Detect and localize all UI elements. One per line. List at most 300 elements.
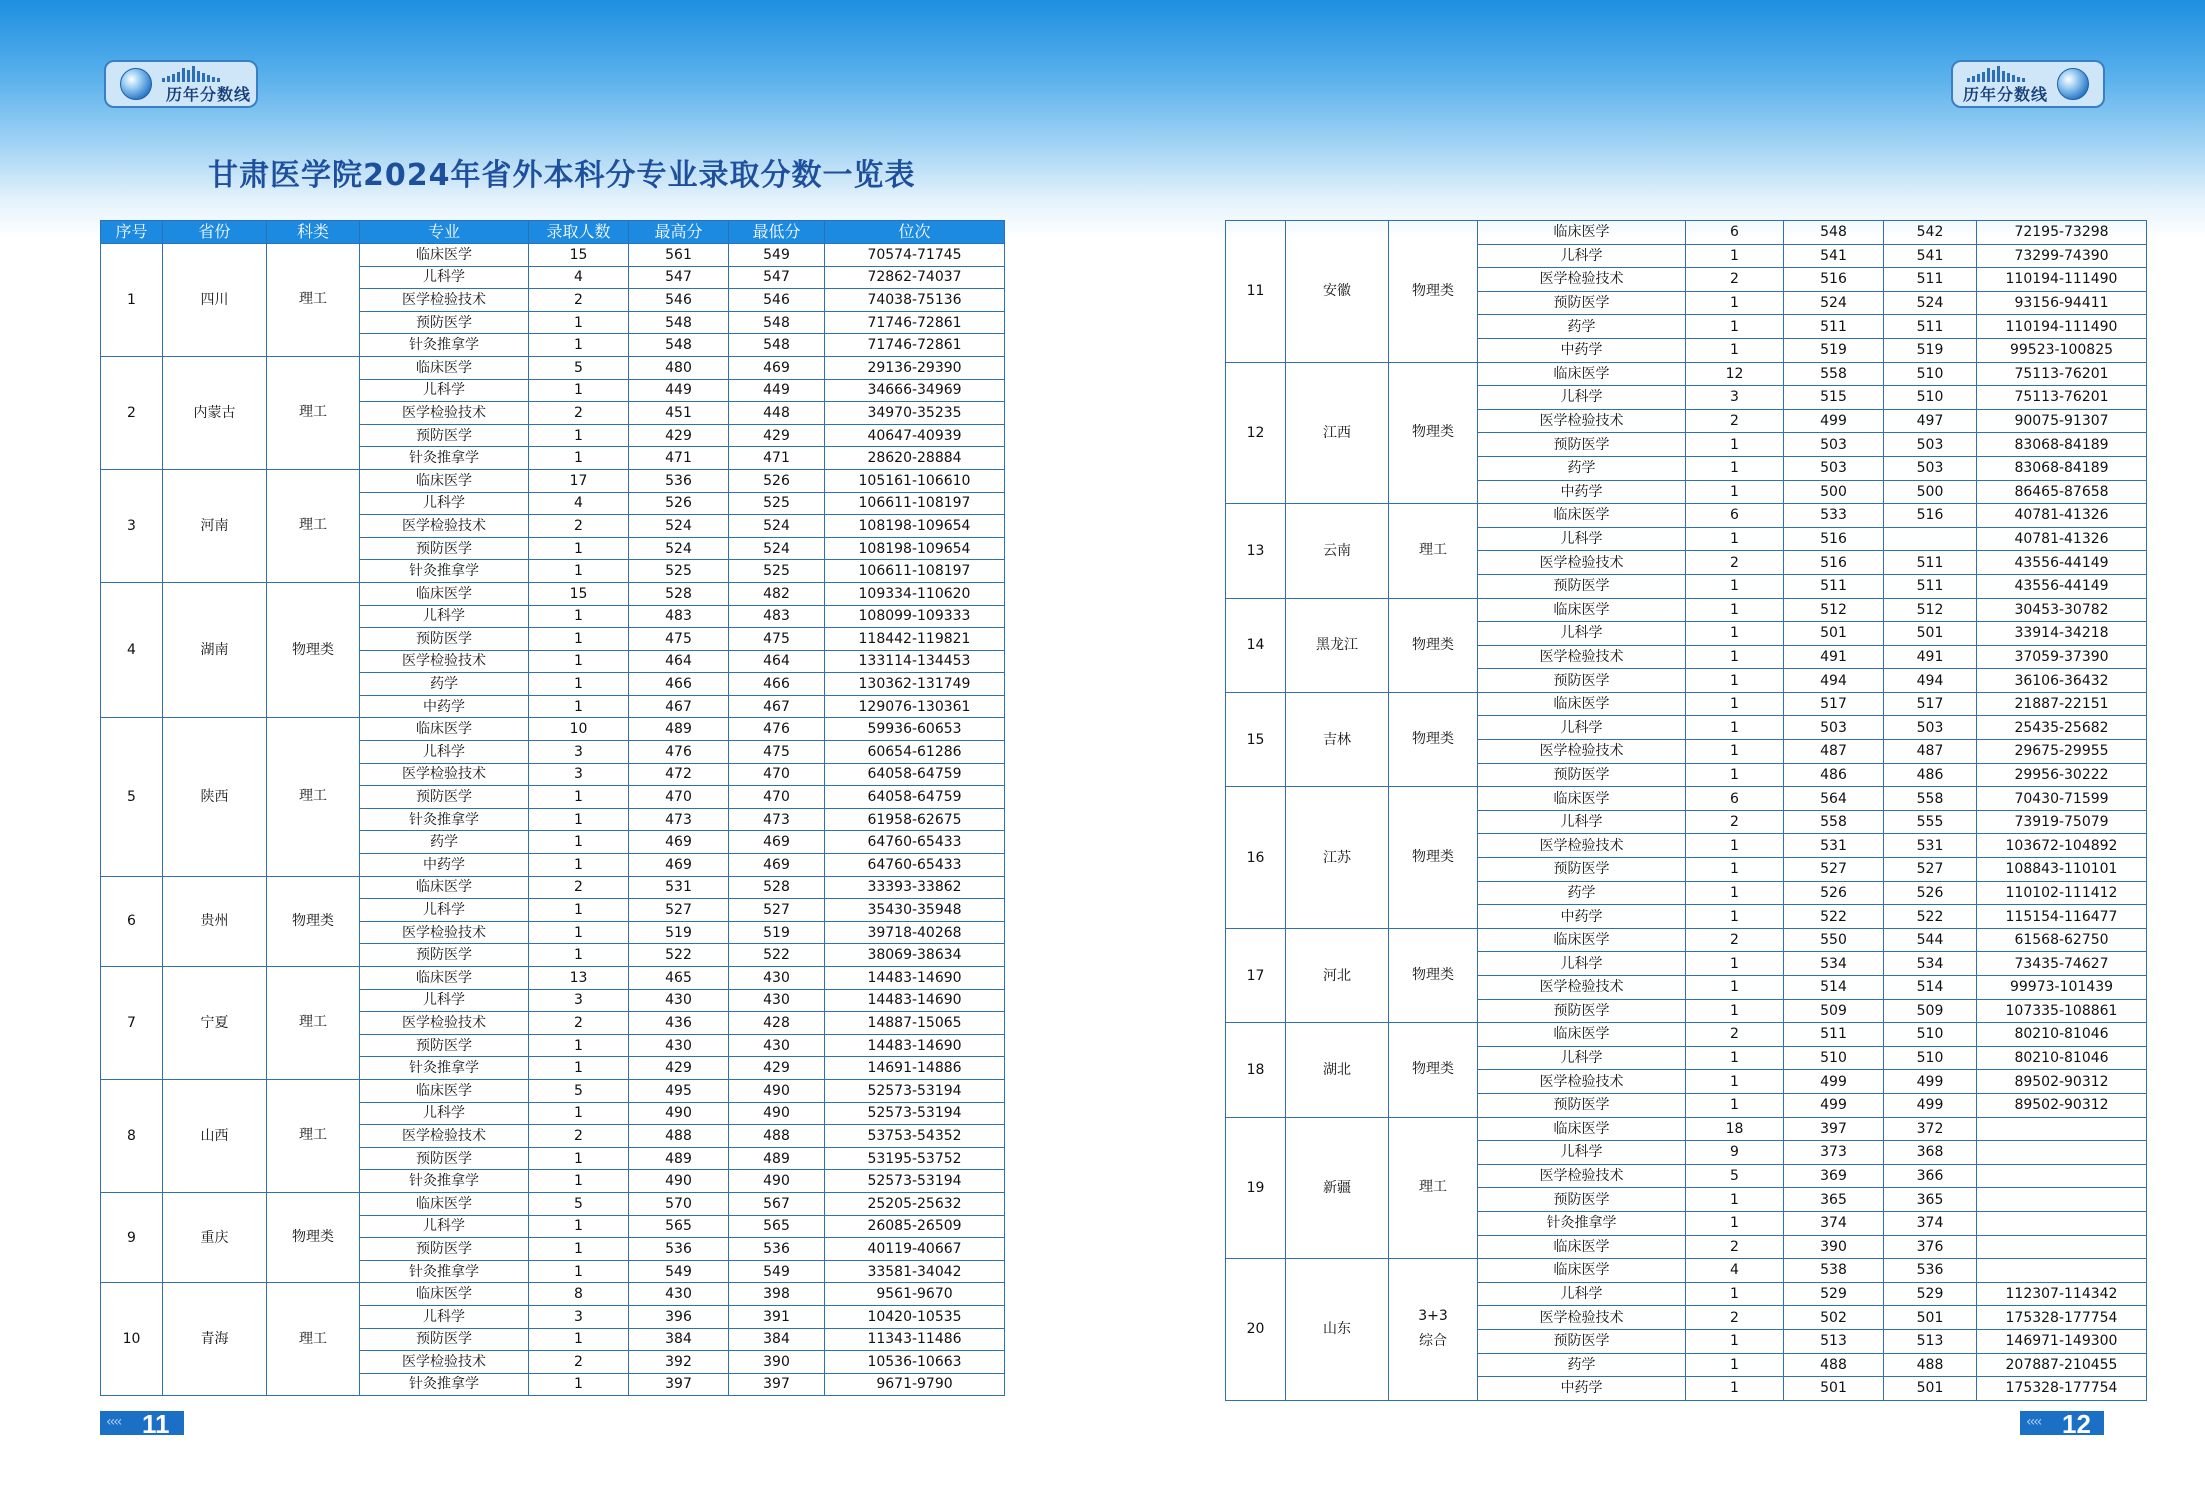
max-score-cell: 564 (1784, 787, 1884, 811)
enrolled-cell: 2 (529, 1012, 629, 1035)
enrolled-cell: 2 (1686, 810, 1784, 834)
category-cell: 物理类 (1389, 928, 1478, 1022)
enrolled-cell: 1 (1686, 834, 1784, 858)
group-number-cell: 5 (101, 718, 163, 876)
rank-cell: 21887-22151 (1977, 692, 2147, 716)
max-score-cell: 499 (1784, 1070, 1884, 1094)
min-score-cell: 473 (729, 808, 825, 831)
enrolled-cell: 1 (529, 899, 629, 922)
major-cell: 中药学 (1478, 338, 1686, 362)
enrolled-cell: 1 (1686, 1211, 1784, 1235)
enrolled-cell: 17 (529, 469, 629, 492)
enrolled-cell: 1 (1686, 763, 1784, 787)
globe-icon (2057, 68, 2089, 100)
rank-cell: 107335-108861 (1977, 999, 2147, 1023)
max-score-cell: 527 (1784, 858, 1884, 882)
enrolled-cell: 3 (529, 1305, 629, 1328)
enrolled-cell: 1 (1686, 1070, 1784, 1094)
rank-cell: 129076-130361 (825, 695, 1005, 718)
table-row (101, 1192, 1005, 1215)
max-score-cell: 524 (1784, 291, 1884, 315)
enrolled-cell: 1 (1686, 858, 1784, 882)
province-cell: 重庆 (163, 1192, 267, 1282)
enrolled-cell: 2 (1686, 928, 1784, 952)
min-score-cell: 500 (1884, 480, 1977, 504)
max-score-cell: 536 (629, 469, 729, 492)
major-cell: 儿科学 (360, 741, 529, 764)
rank-cell (1977, 1259, 2147, 1283)
enrolled-cell: 2 (529, 1351, 629, 1374)
min-score-cell: 470 (729, 763, 825, 786)
category-cell: 理工 (267, 469, 360, 582)
min-score-cell: 558 (1884, 787, 1977, 811)
rank-cell: 14483-14690 (825, 1034, 1005, 1057)
enrolled-cell: 1 (1686, 976, 1784, 1000)
group-number-cell: 15 (1226, 692, 1286, 786)
max-score-cell: 472 (629, 763, 729, 786)
max-score-cell: 480 (629, 356, 729, 379)
max-score-cell: 430 (629, 1034, 729, 1057)
group-number-cell: 16 (1226, 787, 1286, 929)
max-score-cell: 489 (629, 1147, 729, 1170)
rank-cell: 36106-36432 (1977, 669, 2147, 693)
max-score-cell: 516 (1784, 268, 1884, 292)
max-score-cell: 533 (1784, 504, 1884, 528)
badge-label: 历年分数线 (1963, 85, 2049, 104)
max-score-cell: 531 (1784, 834, 1884, 858)
min-score-cell: 546 (729, 289, 825, 312)
category-cell: 物理类 (267, 876, 360, 966)
max-score-cell: 570 (629, 1192, 729, 1215)
major-cell: 药学 (1478, 1353, 1686, 1377)
major-cell: 预防医学 (360, 311, 529, 334)
rank-cell: 34666-34969 (825, 379, 1005, 402)
major-cell: 儿科学 (360, 266, 529, 289)
max-score-cell: 503 (1784, 456, 1884, 480)
major-cell: 儿科学 (360, 1305, 529, 1328)
enrolled-cell: 1 (1686, 456, 1784, 480)
min-score-cell: 494 (1884, 669, 1977, 693)
max-score-cell: 489 (629, 718, 729, 741)
major-cell: 医学检验技术 (360, 289, 529, 312)
min-score-cell: 528 (729, 876, 825, 899)
min-score-cell: 525 (729, 560, 825, 583)
rank-cell: 39718-40268 (825, 921, 1005, 944)
max-score-cell: 561 (629, 244, 729, 267)
max-score-cell: 384 (629, 1328, 729, 1351)
province-cell: 江苏 (1286, 787, 1389, 929)
min-score-cell: 467 (729, 695, 825, 718)
min-score-cell: 499 (1884, 1093, 1977, 1117)
enrolled-cell: 1 (1686, 622, 1784, 646)
rank-cell: 86465-87658 (1977, 480, 2147, 504)
major-cell: 儿科学 (360, 379, 529, 402)
min-score-cell: 529 (1884, 1282, 1977, 1306)
category-cell: 理工 (1389, 1117, 1478, 1259)
min-score-cell: 501 (1884, 1377, 1977, 1401)
enrolled-cell: 1 (1686, 598, 1784, 622)
min-score-cell: 517 (1884, 692, 1977, 716)
table-row (1226, 1259, 2147, 1283)
max-score-cell: 470 (629, 786, 729, 809)
category-cell: 物理类 (267, 582, 360, 718)
page-title: 甘肃医学院2024年省外本科分专业录取分数一览表 (208, 158, 916, 193)
max-score-cell: 430 (629, 989, 729, 1012)
major-cell: 儿科学 (1478, 1282, 1686, 1306)
max-score-cell: 511 (1784, 315, 1884, 339)
table-row (101, 582, 1005, 605)
max-score-cell: 516 (1784, 551, 1884, 575)
max-score-cell: 541 (1784, 244, 1884, 268)
max-score-cell: 488 (629, 1125, 729, 1148)
min-score-cell: 368 (1884, 1141, 1977, 1165)
category-cell: 理工 (267, 1283, 360, 1396)
rank-cell: 10420-10535 (825, 1305, 1005, 1328)
rank-cell: 30453-30782 (1977, 598, 2147, 622)
major-cell: 临床医学 (1478, 598, 1686, 622)
major-cell: 儿科学 (1478, 716, 1686, 740)
table-row (1226, 928, 2147, 952)
table-row (1226, 504, 2147, 528)
enrolled-cell: 4 (1686, 1259, 1784, 1283)
rank-cell: 106611-108197 (825, 560, 1005, 583)
min-score-cell: 510 (1884, 1023, 1977, 1047)
rank-cell: 64058-64759 (825, 786, 1005, 809)
enrolled-cell: 2 (1686, 1023, 1784, 1047)
min-score-cell: 365 (1884, 1188, 1977, 1212)
enrolled-cell: 2 (529, 402, 629, 425)
major-cell: 中药学 (1478, 905, 1686, 929)
major-cell: 医学检验技术 (360, 1125, 529, 1148)
enrolled-cell: 1 (1686, 1093, 1784, 1117)
group-number-cell: 9 (101, 1192, 163, 1282)
rank-cell: 93156-94411 (1977, 291, 2147, 315)
min-score-cell: 374 (1884, 1211, 1977, 1235)
rank-cell: 26085-26509 (825, 1215, 1005, 1238)
max-score-cell: 487 (1784, 740, 1884, 764)
major-cell: 儿科学 (1478, 1141, 1686, 1165)
max-score-cell: 509 (1784, 999, 1884, 1023)
min-score-cell: 510 (1884, 386, 1977, 410)
rank-cell (1977, 1188, 2147, 1212)
category-cell: 理工 (267, 967, 360, 1080)
rank-cell: 40781-41326 (1977, 504, 2147, 528)
enrolled-cell: 1 (529, 944, 629, 967)
rank-cell: 52573-53194 (825, 1102, 1005, 1125)
header-max: 最高分 (629, 221, 729, 244)
rank-cell: 40781-41326 (1977, 527, 2147, 551)
enrolled-cell: 3 (529, 989, 629, 1012)
max-score-cell: 449 (629, 379, 729, 402)
enrolled-cell: 3 (529, 763, 629, 786)
group-number-cell: 18 (1226, 1023, 1286, 1117)
rank-cell: 71746-72861 (825, 334, 1005, 357)
min-score-cell: 536 (729, 1238, 825, 1261)
rank-cell: 71746-72861 (825, 311, 1005, 334)
enrolled-cell: 4 (529, 492, 629, 515)
max-score-cell: 466 (629, 673, 729, 696)
min-score-cell: 503 (1884, 433, 1977, 457)
globe-icon (120, 68, 152, 100)
rank-cell: 75113-76201 (1977, 362, 2147, 386)
max-score-cell: 546 (629, 289, 729, 312)
rank-cell: 108198-109654 (825, 537, 1005, 560)
min-score-cell: 511 (1884, 315, 1977, 339)
enrolled-cell: 1 (1686, 952, 1784, 976)
rank-cell: 106611-108197 (825, 492, 1005, 515)
category-cell: 理工 (267, 718, 360, 876)
min-score-cell: 449 (729, 379, 825, 402)
enrolled-cell: 1 (529, 424, 629, 447)
min-score-cell: 489 (729, 1147, 825, 1170)
major-cell: 医学检验技术 (1478, 409, 1686, 433)
header-category: 科类 (267, 221, 360, 244)
max-score-cell: 558 (1784, 362, 1884, 386)
major-cell: 预防医学 (1478, 433, 1686, 457)
rank-cell: 74038-75136 (825, 289, 1005, 312)
min-score-cell: 483 (729, 605, 825, 628)
min-score-cell: 366 (1884, 1164, 1977, 1188)
enrolled-cell: 5 (529, 1192, 629, 1215)
min-score-cell: 514 (1884, 976, 1977, 1000)
enrolled-cell: 1 (1686, 1377, 1784, 1401)
major-cell: 医学检验技术 (360, 763, 529, 786)
enrolled-cell: 1 (1686, 315, 1784, 339)
min-score-cell: 541 (1884, 244, 1977, 268)
header-province: 省份 (163, 221, 267, 244)
province-cell: 黑龙江 (1286, 598, 1389, 692)
major-cell: 医学检验技术 (1478, 834, 1686, 858)
page-number-text: 11 (142, 1409, 170, 1439)
enrolled-cell: 1 (1686, 291, 1784, 315)
max-score-cell: 471 (629, 447, 729, 470)
max-score-cell: 517 (1784, 692, 1884, 716)
major-cell: 儿科学 (360, 1215, 529, 1238)
min-score-cell: 547 (729, 266, 825, 289)
min-score-cell: 471 (729, 447, 825, 470)
rank-cell: 109334-110620 (825, 582, 1005, 605)
max-score-cell: 495 (629, 1079, 729, 1102)
enrolled-cell: 1 (529, 1034, 629, 1057)
page-number-text: 12 (2062, 1409, 2091, 1439)
max-score-cell: 501 (1784, 622, 1884, 646)
max-score-cell: 527 (629, 899, 729, 922)
group-number-cell: 1 (101, 244, 163, 357)
major-cell: 预防医学 (360, 628, 529, 651)
major-cell: 针灸推拿学 (360, 1057, 529, 1080)
rank-cell: 10536-10663 (825, 1351, 1005, 1374)
enrolled-cell: 1 (529, 537, 629, 560)
min-score-cell: 526 (729, 469, 825, 492)
min-score-cell: 464 (729, 650, 825, 673)
enrolled-cell: 8 (529, 1283, 629, 1306)
rank-cell: 70574-71745 (825, 244, 1005, 267)
page-number (100, 1409, 184, 1439)
enrolled-cell: 1 (529, 334, 629, 357)
rank-cell: 40119-40667 (825, 1238, 1005, 1261)
table-row (101, 356, 1005, 379)
enrolled-cell: 1 (1686, 881, 1784, 905)
min-score-cell: 391 (729, 1305, 825, 1328)
table-row (1226, 362, 2147, 386)
max-score-cell: 501 (1784, 1377, 1884, 1401)
rank-cell: 103672-104892 (1977, 834, 2147, 858)
major-cell: 儿科学 (1478, 622, 1686, 646)
enrolled-cell: 1 (1686, 740, 1784, 764)
chevrons-icon: ‹‹‹‹ (106, 1414, 121, 1430)
min-score-cell: 511 (1884, 574, 1977, 598)
admission-table-left (100, 220, 1005, 1396)
max-score-cell: 490 (629, 1170, 729, 1193)
rank-cell: 146971-149300 (1977, 1329, 2147, 1353)
table-header-row (101, 221, 1005, 244)
max-score-cell: 464 (629, 650, 729, 673)
enrolled-cell: 6 (1686, 221, 1784, 245)
table-row (101, 469, 1005, 492)
rank-cell: 99973-101439 (1977, 976, 2147, 1000)
min-score-cell: 524 (729, 515, 825, 538)
min-score-cell: 430 (729, 967, 825, 990)
rank-cell: 52573-53194 (825, 1079, 1005, 1102)
major-cell: 临床医学 (360, 967, 529, 990)
major-cell: 预防医学 (1478, 669, 1686, 693)
max-score-cell: 512 (1784, 598, 1884, 622)
province-cell: 四川 (163, 244, 267, 357)
min-score-cell: 522 (729, 944, 825, 967)
major-cell: 儿科学 (1478, 527, 1686, 551)
major-cell: 针灸推拿学 (360, 447, 529, 470)
enrolled-cell: 1 (529, 1260, 629, 1283)
max-score-cell: 513 (1784, 1329, 1884, 1353)
major-cell: 预防医学 (1478, 858, 1686, 882)
province-cell: 内蒙古 (163, 356, 267, 469)
group-number-cell: 11 (1226, 221, 1286, 363)
max-score-cell: 491 (1784, 645, 1884, 669)
min-score-cell: 501 (1884, 1306, 1977, 1330)
enrolled-cell: 1 (1686, 905, 1784, 929)
header-min: 最低分 (729, 221, 825, 244)
min-score-cell: 491 (1884, 645, 1977, 669)
badge-label: 历年分数线 (166, 85, 252, 104)
max-score-cell: 525 (629, 560, 729, 583)
rank-cell: 73919-75079 (1977, 810, 2147, 834)
enrolled-cell: 3 (1686, 386, 1784, 410)
table-row (101, 876, 1005, 899)
major-cell: 临床医学 (360, 1079, 529, 1102)
max-score-cell: 515 (1784, 386, 1884, 410)
min-score-cell: 501 (1884, 622, 1977, 646)
max-score-cell: 429 (629, 424, 729, 447)
enrolled-cell: 1 (1686, 527, 1784, 551)
group-number-cell: 12 (1226, 362, 1286, 504)
enrolled-cell: 1 (529, 628, 629, 651)
major-cell: 预防医学 (360, 1147, 529, 1170)
enrolled-cell: 2 (1686, 1235, 1784, 1259)
category-cell: 物理类 (1389, 787, 1478, 929)
max-score-cell: 486 (1784, 763, 1884, 787)
rank-cell: 89502-90312 (1977, 1070, 2147, 1094)
rank-cell: 11343-11486 (825, 1328, 1005, 1351)
max-score-cell: 476 (629, 741, 729, 764)
major-cell: 临床医学 (1478, 221, 1686, 245)
max-score-cell: 365 (1784, 1188, 1884, 1212)
min-score-cell: 531 (1884, 834, 1977, 858)
max-score-cell: 538 (1784, 1259, 1884, 1283)
rank-cell: 110194-111490 (1977, 315, 2147, 339)
group-number-cell: 20 (1226, 1259, 1286, 1401)
enrolled-cell: 1 (529, 1170, 629, 1193)
max-score-cell: 473 (629, 808, 729, 831)
enrolled-cell: 9 (1686, 1141, 1784, 1165)
enrolled-cell: 1 (1686, 244, 1784, 268)
group-number-cell: 3 (101, 469, 163, 582)
min-score-cell: 376 (1884, 1235, 1977, 1259)
province-cell: 吉林 (1286, 692, 1389, 786)
min-score-cell: 525 (729, 492, 825, 515)
major-cell: 临床医学 (1478, 787, 1686, 811)
group-number-cell: 4 (101, 582, 163, 718)
major-cell: 中药学 (1478, 480, 1686, 504)
rank-cell: 73435-74627 (1977, 952, 2147, 976)
rank-cell: 53195-53752 (825, 1147, 1005, 1170)
max-score-cell: 467 (629, 695, 729, 718)
province-cell: 新疆 (1286, 1117, 1389, 1259)
table-row (101, 244, 1005, 267)
rank-cell (1977, 1211, 2147, 1235)
major-cell: 针灸推拿学 (1478, 1211, 1686, 1235)
rank-cell: 110102-111412 (1977, 881, 2147, 905)
min-score-cell: 469 (729, 854, 825, 877)
rank-cell: 25435-25682 (1977, 716, 2147, 740)
min-score-cell: 567 (729, 1192, 825, 1215)
rank-cell: 108099-109333 (825, 605, 1005, 628)
min-score-cell: 522 (1884, 905, 1977, 929)
rank-cell: 80210-81046 (1977, 1046, 2147, 1070)
major-cell: 临床医学 (360, 1192, 529, 1215)
rank-cell: 28620-28884 (825, 447, 1005, 470)
min-score-cell: 524 (729, 537, 825, 560)
major-cell: 预防医学 (360, 537, 529, 560)
max-score-cell: 488 (1784, 1353, 1884, 1377)
enrolled-cell: 1 (1686, 1282, 1784, 1306)
major-cell: 临床医学 (360, 469, 529, 492)
major-cell: 临床医学 (1478, 692, 1686, 716)
province-cell: 河南 (163, 469, 267, 582)
max-score-cell: 510 (1784, 1046, 1884, 1070)
enrolled-cell: 1 (529, 1102, 629, 1125)
max-score-cell: 374 (1784, 1211, 1884, 1235)
major-cell: 预防医学 (1478, 1329, 1686, 1353)
enrolled-cell: 1 (529, 447, 629, 470)
enrolled-cell: 2 (529, 876, 629, 899)
enrolled-cell: 2 (529, 289, 629, 312)
enrolled-cell: 4 (529, 266, 629, 289)
rank-cell: 64760-65433 (825, 831, 1005, 854)
rank-cell: 29956-30222 (1977, 763, 2147, 787)
min-score-cell: 510 (1884, 1046, 1977, 1070)
max-score-cell: 549 (629, 1260, 729, 1283)
enrolled-cell: 1 (529, 673, 629, 696)
enrolled-cell: 1 (1686, 1353, 1784, 1377)
major-cell: 医学检验技术 (1478, 740, 1686, 764)
rank-cell: 59936-60653 (825, 718, 1005, 741)
bars-icon (1967, 66, 2025, 82)
min-score-cell: 565 (729, 1215, 825, 1238)
major-cell: 儿科学 (1478, 952, 1686, 976)
enrolled-cell: 1 (1686, 338, 1784, 362)
max-score-cell: 548 (629, 334, 729, 357)
major-cell: 临床医学 (1478, 1235, 1686, 1259)
